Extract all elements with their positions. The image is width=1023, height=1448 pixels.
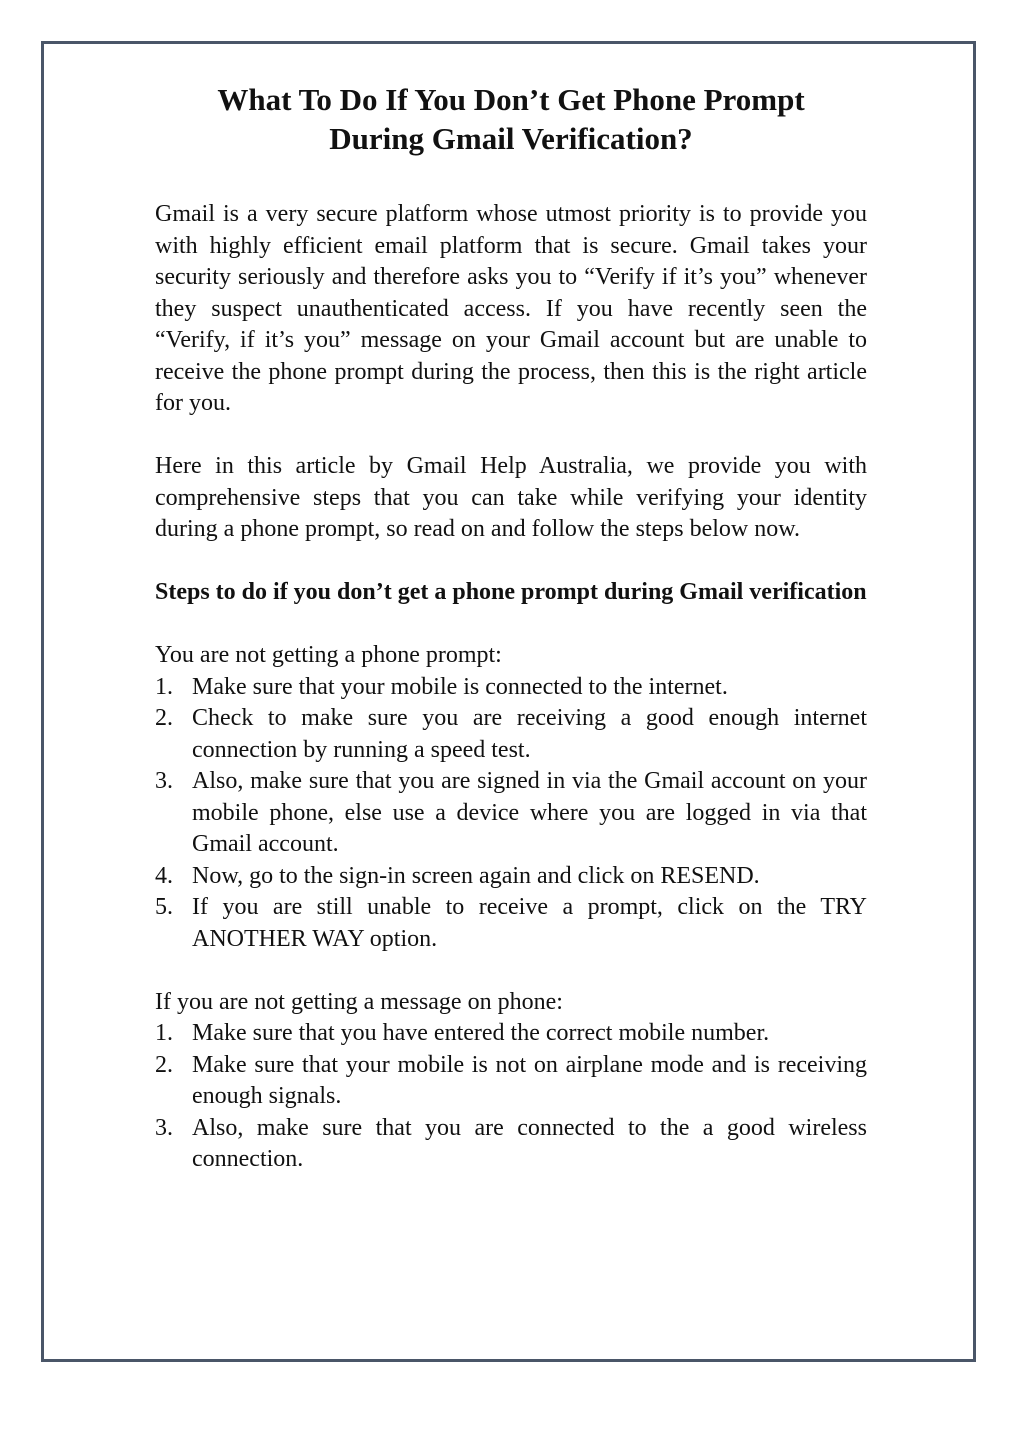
document-body	[155, 80, 867, 1176]
list-text: If you are still unable to receive a prompt, click on the TRY ANOTHER WAY option.	[192, 894, 867, 952]
section1-intro: You are not getting a phone prompt:	[155, 642, 502, 668]
list-number: 5.	[155, 894, 173, 920]
title-line-2: During Gmail Verification?	[329, 121, 693, 156]
list-item	[155, 703, 867, 766]
intro-paragraph: Gmail is a very secure platform whose utmost priority is to provide you with highly efficient email platform that is secure. Gmail takes your security seriously and therefore asks you to “Verify if it’s you” whenever they suspect unauthenticated access. If you have recently seen the “Verify, if it’s you” message on your Gmail account but are unable to receive the phone prompt during the process, then this is the right article for you.	[155, 201, 867, 416]
list-item	[155, 766, 867, 861]
list-item	[155, 861, 867, 893]
section1-list	[155, 672, 867, 956]
list-number: 4.	[155, 862, 173, 889]
list-text: Also, make sure that you are connected to the a good wireless connection.	[192, 1114, 867, 1172]
list-text: Make sure that your mobile is connected to the internet.	[192, 673, 728, 700]
list-item	[155, 892, 867, 955]
list-item	[155, 1113, 867, 1176]
list-text: Also, make sure that you are signed in via the Gmail account on your mobile phone, else use a device where you are logged in via that Gmail account.	[192, 768, 867, 857]
list-item	[155, 1018, 867, 1050]
list-item	[155, 672, 867, 704]
steps-heading: Steps to do if you don’t get a phone prompt during Gmail verification	[155, 579, 867, 605]
list-number: 3.	[155, 768, 173, 794]
list-number: 1.	[155, 673, 173, 700]
list-text: Now, go to the sign-in screen again and click on RESEND.	[192, 862, 760, 889]
list-text: Make sure that your mobile is not on airplane mode and is receiving enough signals.	[192, 1051, 867, 1109]
article-intro-paragraph: Here in this article by Gmail Help Australia, we provide you with comprehensive steps that you can take while verifying your identity during a phone prompt, so read on and follow the steps below now.	[155, 453, 867, 542]
list-number: 2.	[155, 705, 173, 731]
list-text: Make sure that you have entered the correct mobile number.	[192, 1020, 770, 1046]
title-line-1: What To Do If You Don’t Get Phone Prompt	[217, 82, 805, 117]
list-text: Check to make sure you are receiving a good enough internet connection by running a speed test.	[192, 705, 867, 763]
list-number: 3.	[155, 1114, 173, 1141]
page-title	[155, 80, 867, 158]
list-number: 1.	[155, 1020, 173, 1046]
section2-intro: If you are not getting a message on phone:	[155, 988, 563, 1015]
list-number: 2.	[155, 1051, 173, 1078]
list-item	[155, 1050, 867, 1113]
section2-list	[155, 1018, 867, 1176]
